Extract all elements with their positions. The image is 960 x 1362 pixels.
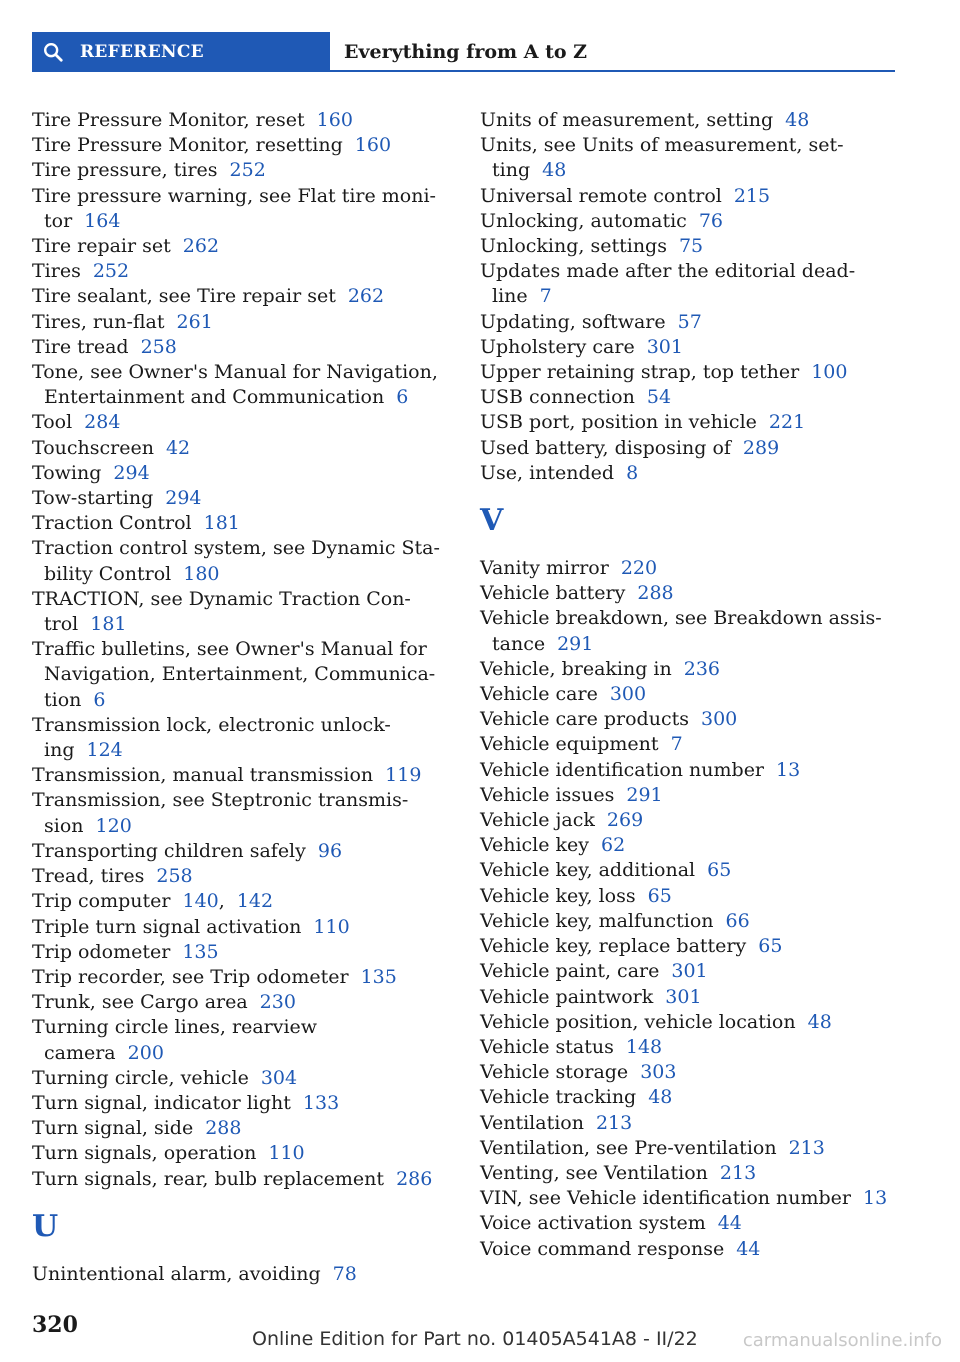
page-link[interactable]: 236	[683, 657, 721, 680]
page-link[interactable]: 7	[539, 285, 552, 308]
index-entry-term: Traffic bulletins, see Owner's Manual for Navigation, Entertainment, Communica-tion	[32, 638, 436, 711]
page-link[interactable]: 164	[84, 209, 121, 232]
page-link[interactable]: 65	[707, 859, 732, 882]
page-link[interactable]: 213	[719, 1161, 757, 1184]
index-entry-term: Towing	[32, 461, 102, 484]
index-entry	[32, 284, 442, 309]
page-link[interactable]: 44	[717, 1212, 742, 1235]
page-link[interactable]: 110	[313, 915, 350, 938]
index-entry	[32, 259, 442, 284]
index-entry	[480, 108, 900, 133]
page-link[interactable]: 8	[626, 461, 639, 484]
index-entry	[480, 1136, 900, 1161]
index-entry-term: Tire Pressure Monitor, reset	[32, 109, 305, 131]
index-entry-term: Turning circle, vehicle	[32, 1066, 249, 1089]
page-link[interactable]: 160	[316, 109, 353, 131]
edition-footer: Online Edition for Part no. 01405A541A8 - II/22	[252, 1328, 698, 1350]
index-entry	[32, 1066, 442, 1091]
index-entry-term: Vehicle key, malfunction	[480, 909, 714, 932]
index-entry-term: Vehicle jack	[480, 809, 595, 832]
page-link[interactable]: 13	[776, 758, 801, 781]
page-link[interactable]: 160	[354, 134, 392, 157]
page-link[interactable]: 13	[863, 1187, 888, 1210]
page-link[interactable]: 57	[677, 310, 702, 333]
page-header	[32, 32, 895, 72]
watermark: carmanualsonline.info	[742, 1330, 942, 1351]
index-entry-term: Vehicle care products	[480, 708, 689, 731]
page-link[interactable]: 288	[637, 582, 674, 605]
page-link[interactable]: 100	[811, 361, 848, 384]
page-link[interactable]: 120	[95, 814, 132, 837]
page-link[interactable]: 135	[360, 965, 397, 988]
index-entry-term: Turn signal, indicator light	[32, 1091, 291, 1114]
index-entry	[32, 788, 442, 838]
page-link[interactable]: 48	[807, 1010, 832, 1033]
page-link[interactable]: 78	[332, 1262, 357, 1285]
index-entry-term: Voice activation system	[480, 1212, 706, 1235]
index-letter-heading: V	[480, 503, 504, 539]
page-link[interactable]: 262	[182, 235, 220, 258]
page-link[interactable]: 301	[646, 335, 683, 358]
index-entry	[32, 990, 442, 1015]
index-entry-term: Transmission, manual transmission	[32, 764, 374, 787]
index-entry-term: Vehicle paintwork	[480, 985, 654, 1008]
index-entry-term: Vehicle battery	[480, 582, 626, 605]
index-entry-term: Tire Pressure Monitor, resetting	[32, 134, 343, 157]
index-entry-term: Transmission, see Steptronic transmis-sion	[32, 789, 409, 837]
index-entry	[480, 985, 900, 1010]
index-entry-term: Units, see Units of measurement, set-ting	[480, 134, 844, 182]
index-entry	[32, 108, 442, 133]
index-entry	[32, 234, 442, 259]
index-entry-term: Tire pressure warning, see Flat tire moni-tor	[32, 184, 436, 232]
page-link[interactable]: 6	[396, 386, 409, 409]
index-entry-term: Turn signals, rear, bulb replacement	[32, 1167, 385, 1190]
index-entry	[480, 1035, 900, 1060]
page-link[interactable]: 65	[647, 884, 672, 907]
index-entry-term: Tire pressure, tires	[32, 159, 218, 182]
index-entry-term: Updates made after the editorial dead-line	[480, 260, 856, 308]
index-entry-term: Vehicle equipment	[480, 733, 659, 756]
index-entry-term: Vanity mirror	[480, 557, 609, 580]
index-entry	[480, 1161, 900, 1186]
index-entry-term: Vehicle paint, care	[480, 960, 660, 983]
index-entry-term: Tow-starting	[32, 487, 154, 510]
index-entry	[480, 556, 900, 581]
index-entry	[32, 713, 442, 763]
index-entry-term: USB port, position in vehicle	[480, 411, 757, 434]
index-entry-term: Upper retaining strap, top tether	[480, 361, 800, 384]
index-entry-term: Triple turn signal activation	[32, 915, 302, 938]
page-link[interactable]: 269	[606, 809, 644, 832]
page-link[interactable]: 301	[665, 985, 702, 1008]
index-entry	[480, 581, 900, 606]
index-entry	[32, 1091, 442, 1116]
index-entry-term: Vehicle key, additional	[480, 859, 696, 882]
index-entry	[480, 758, 900, 783]
index-entry	[32, 1262, 442, 1287]
page-link[interactable]: 65	[758, 935, 783, 958]
index-entry-term: Trip computer	[32, 890, 171, 913]
index-entry	[32, 310, 442, 335]
index-entry-term: Unintentional alarm, avoiding	[32, 1262, 321, 1285]
index-entry-term: Tires, run-flat	[32, 310, 165, 333]
page-link[interactable]: 289	[742, 436, 780, 459]
index-entry-term: USB connection	[480, 386, 635, 409]
page-link[interactable]: 62	[601, 834, 626, 857]
index-entry-term: Tread, tires	[32, 865, 145, 888]
index-entry	[32, 158, 442, 183]
index-entry-term: Unlocking, automatic	[480, 209, 687, 232]
index-entry	[480, 1211, 900, 1236]
index-entry-term: Turn signal, side	[32, 1117, 194, 1140]
page-link[interactable]: 180	[183, 562, 220, 585]
index-entry-term: Units of measurement, setting	[480, 109, 774, 131]
page-link[interactable]: 291	[626, 783, 663, 806]
index-entry-term: VIN, see Vehicle identification number	[480, 1187, 852, 1210]
index-entry	[480, 259, 900, 309]
index-entry	[480, 1085, 900, 1110]
page-link[interactable]: 303	[640, 1061, 677, 1084]
section-label: REFERENCE	[80, 42, 204, 62]
page-link[interactable]: 110	[268, 1142, 305, 1165]
index-entry	[32, 133, 442, 158]
index-entry-term: Upholstery care	[480, 335, 635, 358]
page-link[interactable]: 230	[259, 991, 296, 1014]
page-link[interactable]: 7	[670, 733, 683, 756]
index-entry	[32, 360, 442, 410]
page-link[interactable]: 181	[90, 613, 127, 636]
index-entry	[32, 335, 442, 360]
index-entry-term: Tool	[32, 411, 73, 434]
section-tab	[32, 32, 330, 72]
page-link[interactable]: 75	[678, 235, 704, 258]
page-link[interactable]: 294	[165, 487, 202, 510]
index-entry	[32, 436, 442, 461]
page-link[interactable]: 220	[620, 557, 658, 580]
page-link[interactable]: 48	[542, 159, 567, 182]
search-icon	[42, 41, 64, 63]
page-link[interactable]: 300	[609, 683, 647, 706]
page-link[interactable]: 300	[700, 708, 738, 731]
page-link[interactable]: 252	[92, 260, 130, 283]
page-link[interactable]: 142	[236, 890, 274, 913]
page-link[interactable]: 261	[176, 310, 213, 333]
index-entry-term: Universal remote control	[480, 184, 722, 207]
index-entry-term: Vehicle, breaking in	[480, 657, 672, 680]
index-entry	[480, 707, 900, 732]
page-link[interactable]: 124	[86, 739, 123, 762]
index-entry	[32, 940, 442, 965]
index-entry	[480, 310, 900, 335]
index-entry-term: Used battery, disposing of	[480, 436, 731, 459]
page-link[interactable]: 54	[646, 386, 672, 409]
index-entry-term: Vehicle issues	[480, 783, 615, 806]
index-entry-term: Vehicle tracking	[480, 1086, 637, 1109]
index-entry-term: Vehicle position, vehicle location	[480, 1010, 796, 1033]
page-link[interactable]: 252	[229, 159, 266, 182]
index-entry	[32, 889, 442, 914]
index-entry	[480, 234, 900, 259]
page-link[interactable]: 215	[733, 184, 771, 207]
index-entry	[32, 511, 442, 536]
page-link[interactable]: 304	[260, 1066, 298, 1089]
index-entry-term: Touchscreen	[32, 436, 154, 459]
page-link[interactable]: 262	[347, 285, 385, 308]
index-entry	[480, 858, 900, 883]
index-entry-term: Tone, see Owner's Manual for Navigation, Entertainment and Communication	[32, 361, 438, 409]
index-entry	[480, 833, 900, 858]
index-entry	[32, 637, 442, 713]
index-entry-term: Vehicle status	[480, 1035, 614, 1058]
index-entry-term: Unlocking, settings	[480, 235, 667, 258]
index-entry-term: Updating, software	[480, 310, 666, 333]
index-column-left	[32, 108, 442, 1287]
index-entry-term: Transmission lock, electronic unlock-ing	[32, 713, 391, 762]
index-entry	[480, 436, 900, 461]
index-entry-term: Tire sealant, see Tire repair set	[32, 285, 336, 308]
index-entry-term: Traction control system, see Dynamic Sta-bility Control	[32, 537, 440, 585]
index-entry	[32, 1116, 442, 1141]
index-entry-term: Turn signals, operation	[32, 1142, 257, 1165]
index-entry	[480, 335, 900, 360]
index-entry	[480, 909, 900, 934]
index-entry-term: Traction Control	[32, 512, 192, 535]
index-entry-term: Vehicle care	[480, 683, 598, 706]
page-link[interactable]: 258	[156, 865, 193, 888]
index-column-right	[480, 108, 900, 1262]
page-link[interactable]: 44	[736, 1237, 761, 1260]
index-entry	[480, 209, 900, 234]
page-link[interactable]: 258	[140, 335, 177, 358]
page-link[interactable]: 301	[671, 960, 708, 983]
index-entry	[32, 486, 442, 511]
index-entry-term: Vehicle identification number	[480, 758, 765, 781]
index-entry	[32, 763, 442, 788]
page-link[interactable]: 140	[182, 890, 219, 913]
index-entry-term: Trip odometer	[32, 940, 171, 963]
index-entry	[480, 934, 900, 959]
index-entry	[32, 1141, 442, 1166]
index-entry-term: Ventilation, see Pre-ventilation	[480, 1136, 777, 1159]
index-entry-term: Trunk, see Cargo area	[32, 991, 248, 1014]
index-entry	[32, 1167, 442, 1192]
index-entry	[480, 959, 900, 984]
page-link[interactable]: 284	[84, 411, 121, 434]
header-rule	[330, 70, 895, 72]
page-link[interactable]: 42	[165, 436, 191, 459]
index-entry	[480, 884, 900, 909]
index-entry-term: Venting, see Ventilation	[480, 1161, 708, 1184]
index-entry	[32, 410, 442, 435]
index-entry	[32, 839, 442, 864]
index-entry	[480, 1186, 900, 1211]
index-entry	[480, 606, 900, 656]
page-link[interactable]: 48	[648, 1086, 673, 1109]
index-entry-term: Vehicle key, replace battery	[480, 935, 747, 958]
index-entry-term: Tires	[32, 260, 81, 283]
index-entry-term: Turning circle lines, rearview camera	[32, 1016, 318, 1064]
page-link[interactable]: 286	[396, 1167, 433, 1190]
index-entry-term: Tire tread	[32, 335, 129, 358]
index-entry	[32, 536, 442, 586]
page-link[interactable]: 294	[113, 461, 150, 484]
index-entry-term: Vehicle storage	[480, 1061, 629, 1084]
index-entry	[480, 385, 900, 410]
page-link[interactable]: 133	[302, 1091, 340, 1114]
index-entry	[480, 732, 900, 757]
page-link[interactable]: 96	[317, 839, 343, 862]
index-entry	[480, 133, 900, 183]
index-entry	[32, 864, 442, 889]
index-entry-term: Vehicle breakdown, see Breakdown assis-tance	[480, 607, 882, 655]
page-link[interactable]: 76	[698, 209, 723, 232]
page-link[interactable]: 48	[785, 109, 810, 131]
index-entry	[32, 587, 442, 637]
index-entry-term: Vehicle key	[480, 834, 590, 857]
page-link[interactable]: 221	[768, 411, 806, 434]
page-link[interactable]: 213	[595, 1111, 633, 1134]
index-entry	[480, 1060, 900, 1085]
index-entry	[32, 915, 442, 940]
index-entry	[480, 808, 900, 833]
page-link[interactable]: 200	[127, 1041, 164, 1064]
index-entry	[480, 461, 900, 486]
page-title: Everything from A to Z	[344, 41, 588, 63]
index-letter-heading: U	[32, 1208, 59, 1244]
index-entry-term: Vehicle key, loss	[480, 884, 636, 907]
index-entry-term: Transporting children safely	[32, 839, 306, 862]
page-separator: ,	[218, 890, 225, 913]
index-entry	[480, 360, 900, 385]
page-link[interactable]: 66	[725, 909, 750, 932]
index-entry	[480, 410, 900, 435]
index-entry-term: Tire repair set	[32, 235, 171, 258]
page-link[interactable]: 135	[182, 940, 219, 963]
index-entry	[480, 783, 900, 808]
index-entry	[480, 1010, 900, 1035]
page-link[interactable]: 6	[93, 688, 106, 711]
page-link[interactable]: 213	[788, 1136, 825, 1159]
index-entry	[32, 461, 442, 486]
index-entry	[32, 184, 442, 234]
page-link[interactable]: 291	[557, 632, 594, 655]
index-entry-term: Trip recorder, see Trip odometer	[32, 965, 349, 988]
page-link[interactable]: 148	[625, 1035, 663, 1058]
page-link[interactable]: 181	[203, 512, 240, 535]
index-entry	[480, 184, 900, 209]
index-entry	[480, 657, 900, 682]
index-entry	[480, 1111, 900, 1136]
index-entry-term: Voice command response	[480, 1237, 725, 1260]
page-link[interactable]: 288	[205, 1117, 242, 1140]
index-entry	[32, 1015, 442, 1065]
index-entry-term: Ventilation	[480, 1111, 584, 1134]
index-entry	[480, 682, 900, 707]
index-entry	[480, 1237, 900, 1262]
index-entry-term: TRACTION, see Dynamic Traction Con-trol	[32, 587, 411, 636]
page-link[interactable]: 119	[385, 764, 422, 787]
index-entry	[32, 965, 442, 990]
page-number: 320	[32, 1312, 78, 1338]
index-entry-term: Use, intended	[480, 461, 615, 484]
